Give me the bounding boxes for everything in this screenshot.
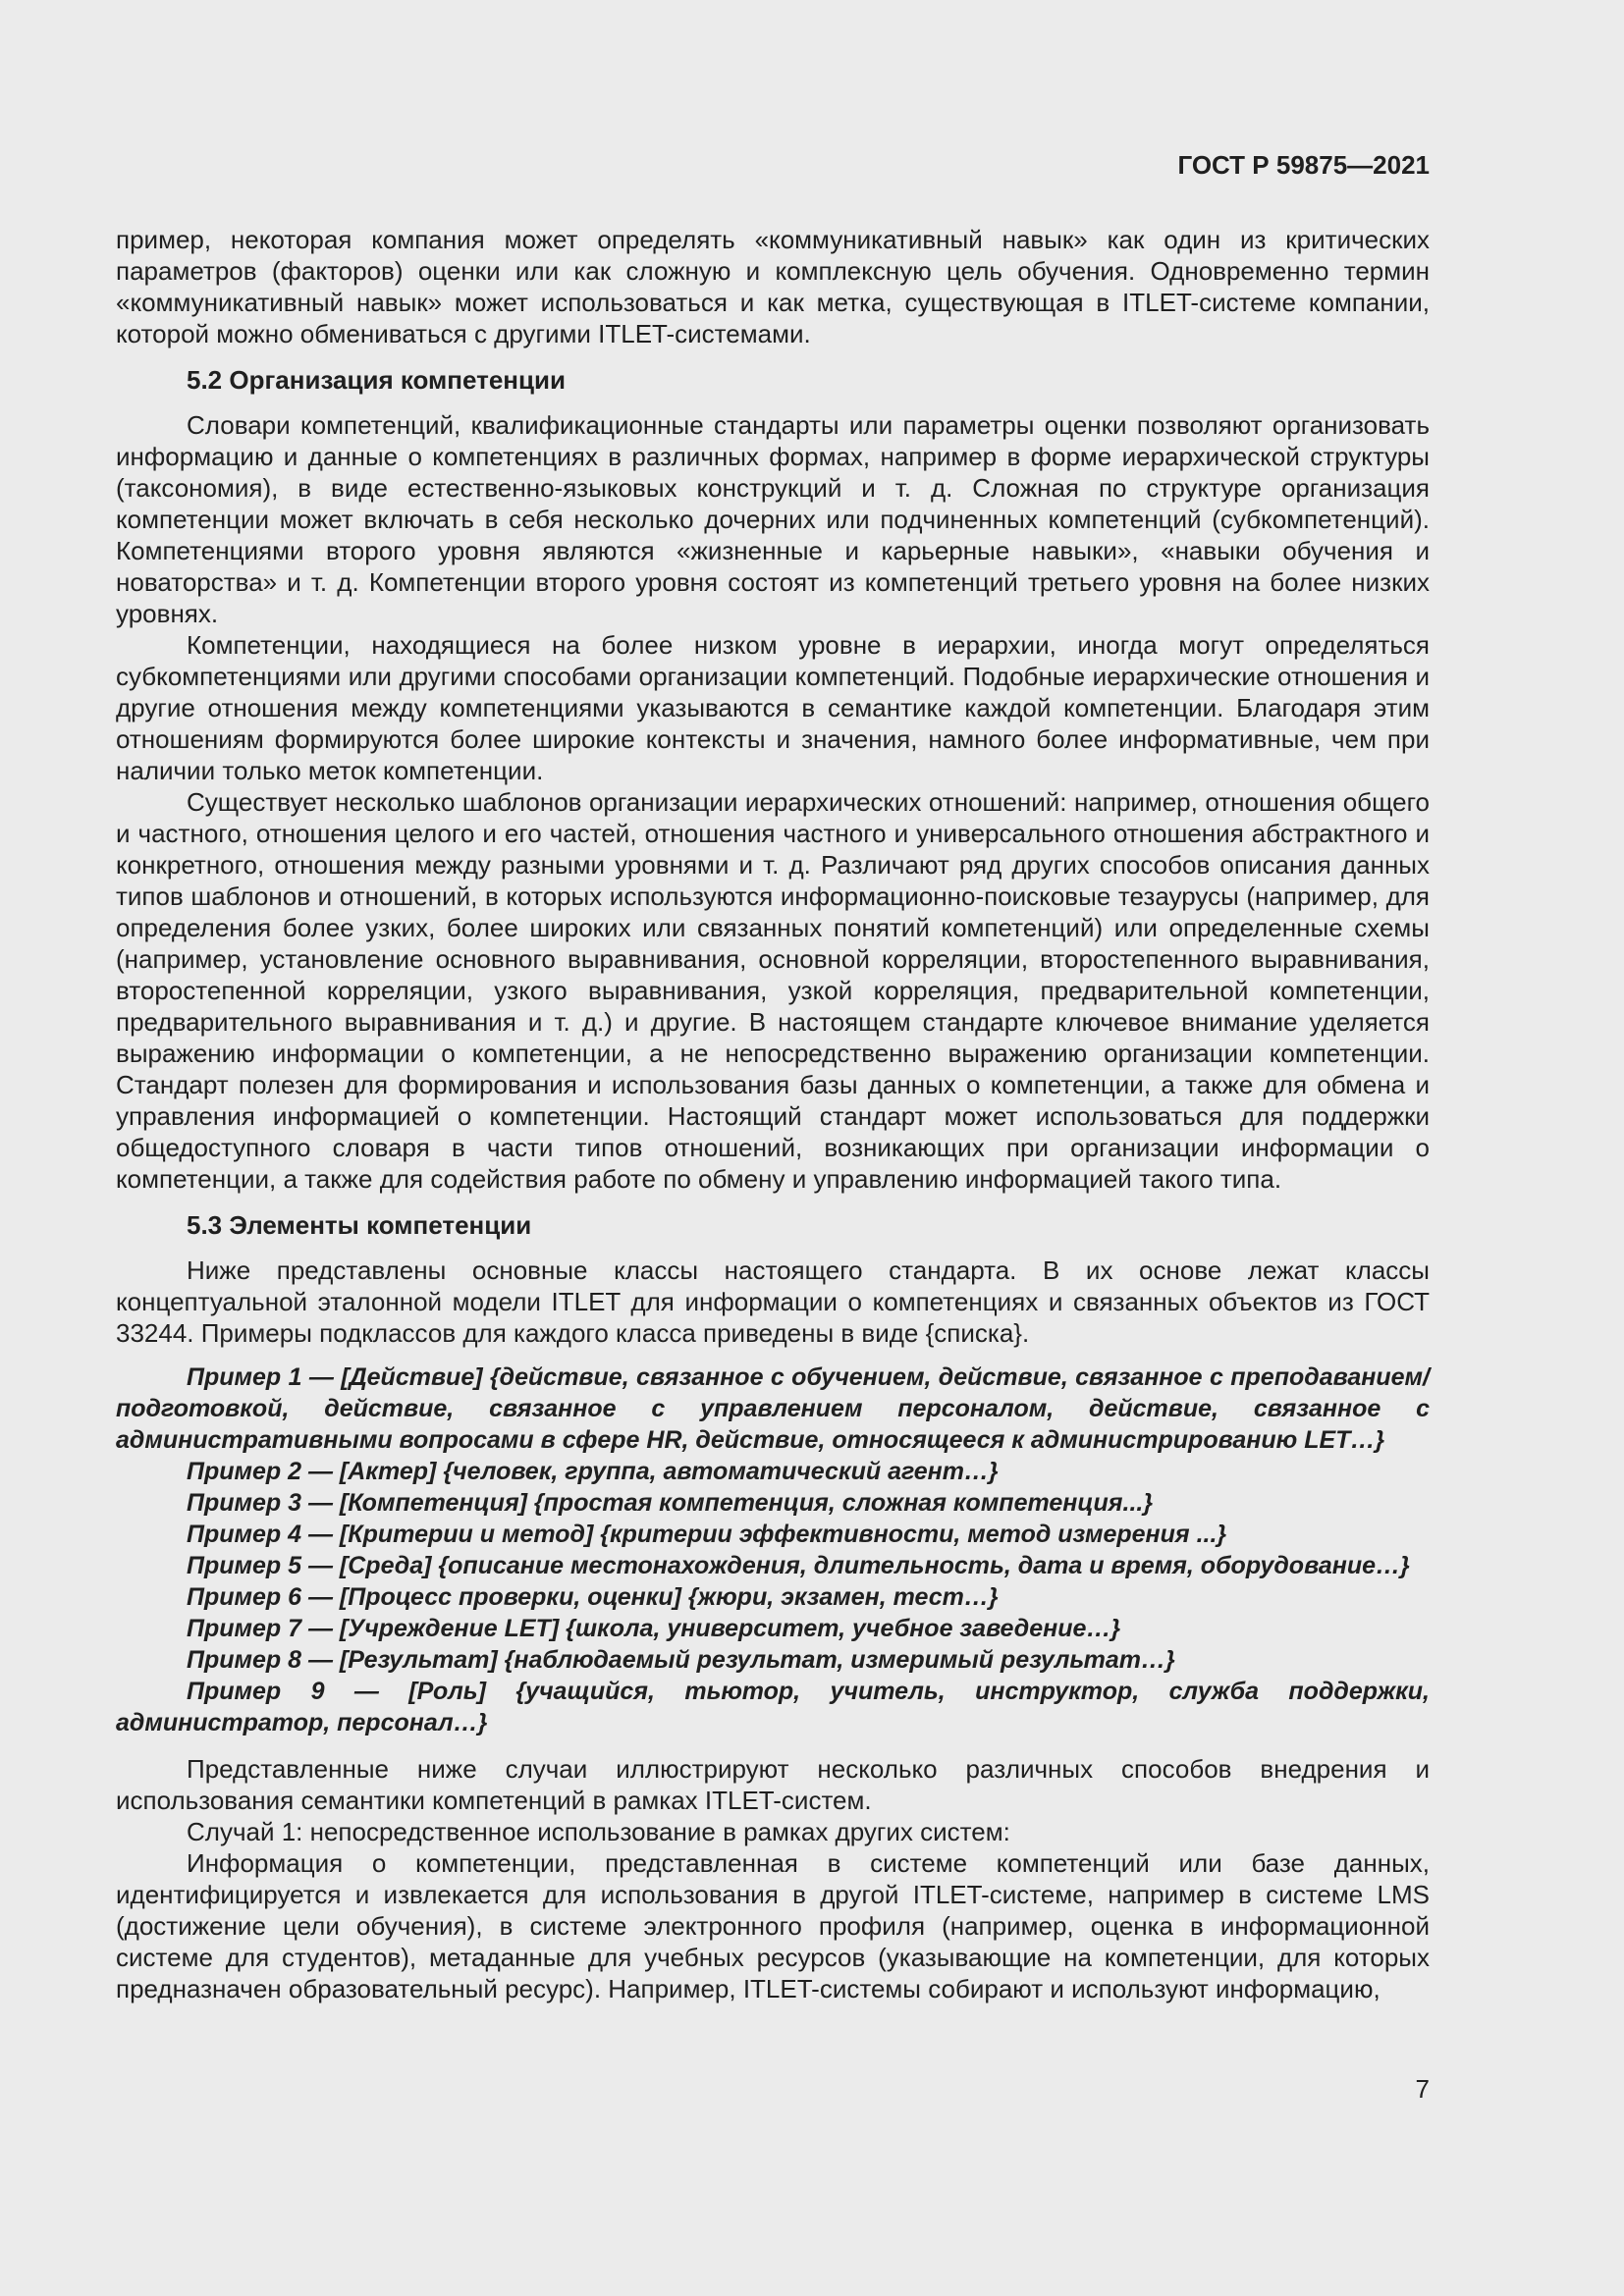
section-5-2-paragraph-2: Компетенции, находящиеся на более низком уровне в иерархии, иногда могут определяться субкомпетенциями или другими способами организации компетенций. Подобные иерархические отношения и другие отношения между компетенциями указываются в семантике каждой компетенции. Благодаря этим отношениям формируются более широкие контексты и значения, намного более информативные, чем при наличии только меток компетенции. [116, 630, 1430, 785]
example-7: Пример 7 — [Учреждение LET] {школа, университет, учебное заведение…} [187, 1615, 1121, 1642]
section-5-2-paragraph-1: Словари компетенций, квалификационные стандарты или параметры оценки позволяют организовать информацию и данные о компетенциях в различных формах, например в форме иерархической структуры (таксономия), в виде естественно-языковых конструкций и т. д. Сложная по структуре организация компетенции может включать в себя несколько дочерних или подчиненных компетенций (субкомпетенций). Компетенциями второго уровня являются «жизненные и карьерные навыки», «навыки обучения и новаторства» и т. д. Компетенции второго уровня состоят из компетенций третьего уровня на более низких уровнях. [116, 410, 1430, 628]
examples-list [116, 1362, 1430, 1738]
page-number: 7 [1415, 2074, 1430, 2104]
section-5-2-title: 5.2 Организация компетенции [187, 365, 566, 395]
case-1-paragraph: Информация о компетенции, представленная в системе компетенций или базе данных, идентифицируется и извлекается для использования в другой ITLET-системе, например в системе LMS (достижение цели обучения), в системе электронного профиля (например, оценка в информационной системе для студентов), метаданные для учебных ресурсов (указывающие на компетенции, для которых предназначен образовательный ресурс). Например, ITLET-системы собирают и используют информацию, [116, 1848, 1430, 2003]
example-5: Пример 5 — [Среда] {описание местонахождения, длительность, дата и время, оборудование…} [187, 1552, 1410, 1579]
document-page [116, 145, 1430, 2004]
section-5-3-title: 5.3 Элементы компетенции [187, 1210, 532, 1240]
example-4: Пример 4 — [Критерии и метод] {критерии эффективности, метод измерения ...} [187, 1521, 1227, 1548]
cases-intro-paragraph: Представленные ниже случаи иллюстрируют несколько различных способов внедрения и использования семантики компетенций в рамках ITLET-систем. [116, 1754, 1430, 1815]
section-5-3-intro: Ниже представлены основные классы настоящего стандарта. В их основе лежат классы концептуальной эталонной модели ITLET для информации о компетенциях и связанных объектов из ГОСТ 33244. Примеры подклассов для каждого класса приведены в виде {списка}. [116, 1255, 1430, 1348]
section-5-2-paragraph-3: Существует несколько шаблонов организации иерархических отношений: например, отношения общего и частного, отношения целого и его частей, отношения частного и универсального отношения абстрактного и конкретного, отношения между разными уровнями и т. д. Различают ряд других способов описания данных типов шаблонов и отношений, в которых используются информационно-поисковые тезаурусы (например, для определения более узких, более широких или связанных понятий компетенций) или определенные схемы (например, установление основного выравнивания, основной корреляции, второстепенного выравнивания, второстепенной корреляции, узкого выравнивания, узкой корреляция, предварительной компетенции, предварительного выравнивания и т. д.) и другие. В настоящем стандарте ключевое внимание уделяется выражению информации о компетенции, а не непосредственно выражению организации компетенции. Стандарт полезен для формирования и использования базы данных о компетенции, а также для обмена и управления информацией о компетенции. Настоящий стандарт может использоваться для поддержки общедоступного словаря в части типов отношений, возникающих при организации информации о компетенции, а также для содействия работе по обмену и управлению информацией такого типа. [116, 787, 1430, 1194]
example-9: Пример 9 — [Роль] {учащийся, тьютор, учитель, инструктор, служба поддержки, администратор, персонал…} [116, 1678, 1430, 1736]
example-1: Пример 1 — [Действие] {действие, связанное с обучением, действие, связанное с преподаванием/подготовкой, действие, связанное с управлением персоналом, действие, связанное с административными вопросами в сфере HR, действие, относящееся к администрированию LET…} [116, 1363, 1430, 1454]
example-3: Пример 3 — [Компетенция] {простая компетенция, сложная компетенция...} [187, 1489, 1154, 1517]
intro-paragraph: пример, некоторая компания может определять «коммуникативный навык» как один из критических параметров (факторов) оценки или как сложную и комплексную цель обучения. Одновременно термин «коммуникативный навык» может использоваться и как метка, существующая в ITLET-системе компании, которой можно обмениваться с другими ITLET-системами. [116, 225, 1430, 348]
case-1-heading: Случай 1: непосредственное использование в рамках других систем: [187, 1817, 1010, 1846]
example-2: Пример 2 — [Актер] {человек, группа, автоматический агент…} [187, 1458, 999, 1485]
standard-code-header: ГОСТ Р 59875—2021 [1177, 150, 1430, 180]
example-8: Пример 8 — [Результат] {наблюдаемый результат, измеримый результат…} [187, 1646, 1175, 1674]
example-6: Пример 6 — [Процесс проверки, оценки] {жюри, экзамен, тест…} [187, 1583, 999, 1611]
